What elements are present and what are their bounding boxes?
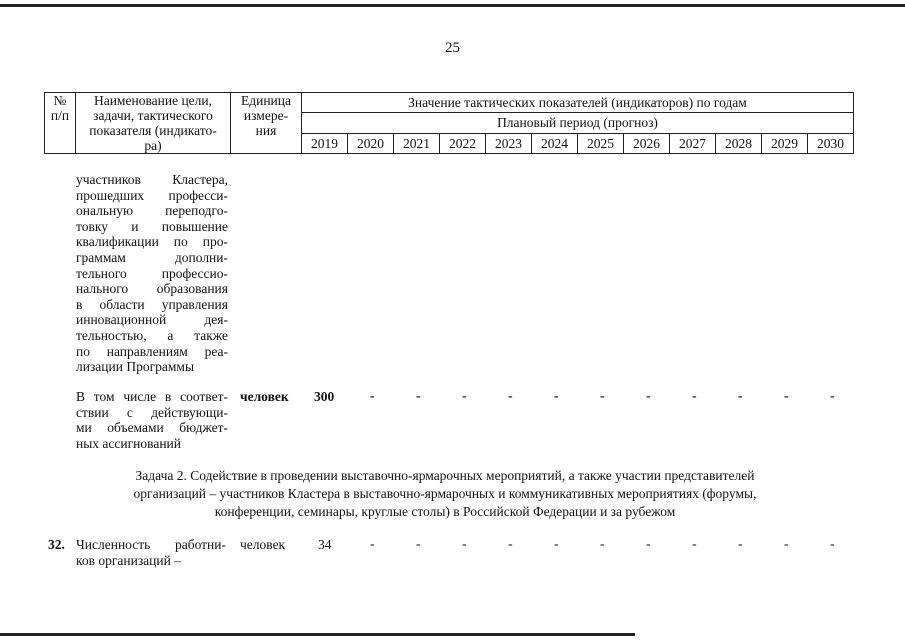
task-line: конференции, семинары, круглые столы) в Российской Федерации и за рубежом bbox=[214, 504, 676, 519]
indicator-line: участников Кластера, bbox=[76, 172, 228, 187]
indicator-line: товку и повышение bbox=[76, 218, 228, 234]
indicator-line: тельного профессио- bbox=[76, 265, 228, 281]
plan-period: Плановый период (прогноз) bbox=[302, 113, 854, 133]
indicator-line: инновационной дея- bbox=[76, 312, 228, 328]
year-header: 2022 bbox=[440, 133, 486, 153]
indicator-continuation bbox=[76, 172, 228, 375]
indicator-line: ствии с действующи- bbox=[76, 404, 228, 420]
value-dash: - bbox=[554, 389, 559, 404]
value-dash: - bbox=[370, 537, 375, 552]
value-dash: - bbox=[416, 537, 421, 552]
value-dash: - bbox=[784, 537, 789, 552]
indicator-line: лизации Программы bbox=[76, 359, 195, 375]
page-number: 25 bbox=[445, 40, 460, 56]
indicator-line: ных ассигнований bbox=[76, 435, 181, 451]
col-unit-line: Единица bbox=[240, 93, 291, 108]
col-num-header: № п/п bbox=[45, 93, 76, 154]
col-name-line: показателя (индикато- bbox=[89, 123, 217, 138]
year-header: 2029 bbox=[762, 133, 808, 153]
value-dash: - bbox=[646, 389, 651, 404]
value-dash: - bbox=[830, 537, 835, 552]
year-header: 2023 bbox=[486, 133, 532, 153]
value-dash: - bbox=[508, 389, 513, 404]
indicator-line: прошедших професси- bbox=[76, 187, 228, 203]
value-dash: - bbox=[784, 389, 789, 404]
year-header: 2020 bbox=[348, 133, 394, 153]
indicator-line: в области управления bbox=[76, 296, 228, 312]
col-unit-header bbox=[231, 93, 302, 154]
col-name-header bbox=[76, 93, 231, 154]
value-dash: - bbox=[738, 389, 743, 404]
value-dash: - bbox=[462, 537, 467, 552]
value-dash: - bbox=[738, 537, 743, 552]
task-2-heading bbox=[80, 467, 810, 521]
value-dash: - bbox=[416, 389, 421, 404]
value-dash: - bbox=[692, 389, 697, 404]
indicator-line: ональную переподго- bbox=[76, 203, 228, 219]
task-line: Задача 2. Содействие в проведении выставочно-ярмарочных мероприятий, а также участии представителей bbox=[135, 468, 755, 483]
value-dash: - bbox=[462, 389, 467, 404]
row-32-indicator bbox=[76, 537, 226, 568]
top-rule bbox=[0, 4, 905, 7]
indicator-line: ков организаций – bbox=[76, 552, 181, 568]
col-unit-line: ния bbox=[255, 123, 277, 138]
year-header: 2027 bbox=[670, 133, 716, 153]
year-header: 2024 bbox=[532, 133, 578, 153]
value-dash: - bbox=[692, 537, 697, 552]
value-dash: - bbox=[646, 537, 651, 552]
values-title: Значение тактических показателей (индикаторов) по годам bbox=[302, 93, 854, 113]
indicator-line: ми объемами бюджет- bbox=[76, 420, 228, 436]
value-dash: - bbox=[370, 389, 375, 404]
col-name-line: Наименование цели, bbox=[93, 93, 213, 108]
row-32-unit: человек bbox=[240, 537, 286, 552]
indicator-line: граммам дополни- bbox=[76, 249, 228, 265]
row-32-number: 32. bbox=[48, 537, 65, 552]
budget-value-2019: 300 bbox=[314, 389, 335, 404]
year-header: 2019 bbox=[302, 133, 348, 153]
value-dash: - bbox=[830, 389, 835, 404]
bottom-rule bbox=[0, 633, 635, 636]
value-dash: - bbox=[508, 537, 513, 552]
task-line: организаций – участников Кластера в выставочно-ярмарочных и коммуникативных мероприятиях (форумы, bbox=[133, 486, 757, 501]
indicator-line: нального образования bbox=[76, 281, 228, 297]
value-dash: - bbox=[554, 537, 559, 552]
col-name-line: задачи, тактического bbox=[93, 108, 213, 123]
indicator-line: квалификации по про- bbox=[76, 234, 228, 250]
col-unit-line: измере- bbox=[243, 108, 289, 123]
budget-unit: человек bbox=[240, 389, 289, 404]
row-32-value-2019: 34 bbox=[318, 537, 332, 552]
year-header: 2021 bbox=[394, 133, 440, 153]
year-header: 2028 bbox=[716, 133, 762, 153]
year-header: 2030 bbox=[808, 133, 854, 153]
indicator-line: по направлениям реа- bbox=[76, 343, 228, 359]
value-dash: - bbox=[600, 537, 605, 552]
indicator-line: тельностью, а также bbox=[76, 327, 228, 343]
indicator-line: Численность работни- bbox=[76, 537, 226, 552]
indicator-line: В том числе в соответ- bbox=[76, 389, 228, 404]
value-dash: - bbox=[600, 389, 605, 404]
budget-indicator bbox=[76, 389, 228, 451]
col-name-line: ра) bbox=[144, 138, 162, 153]
year-header: 2026 bbox=[624, 133, 670, 153]
header-table bbox=[44, 92, 854, 154]
year-header: 2025 bbox=[578, 133, 624, 153]
